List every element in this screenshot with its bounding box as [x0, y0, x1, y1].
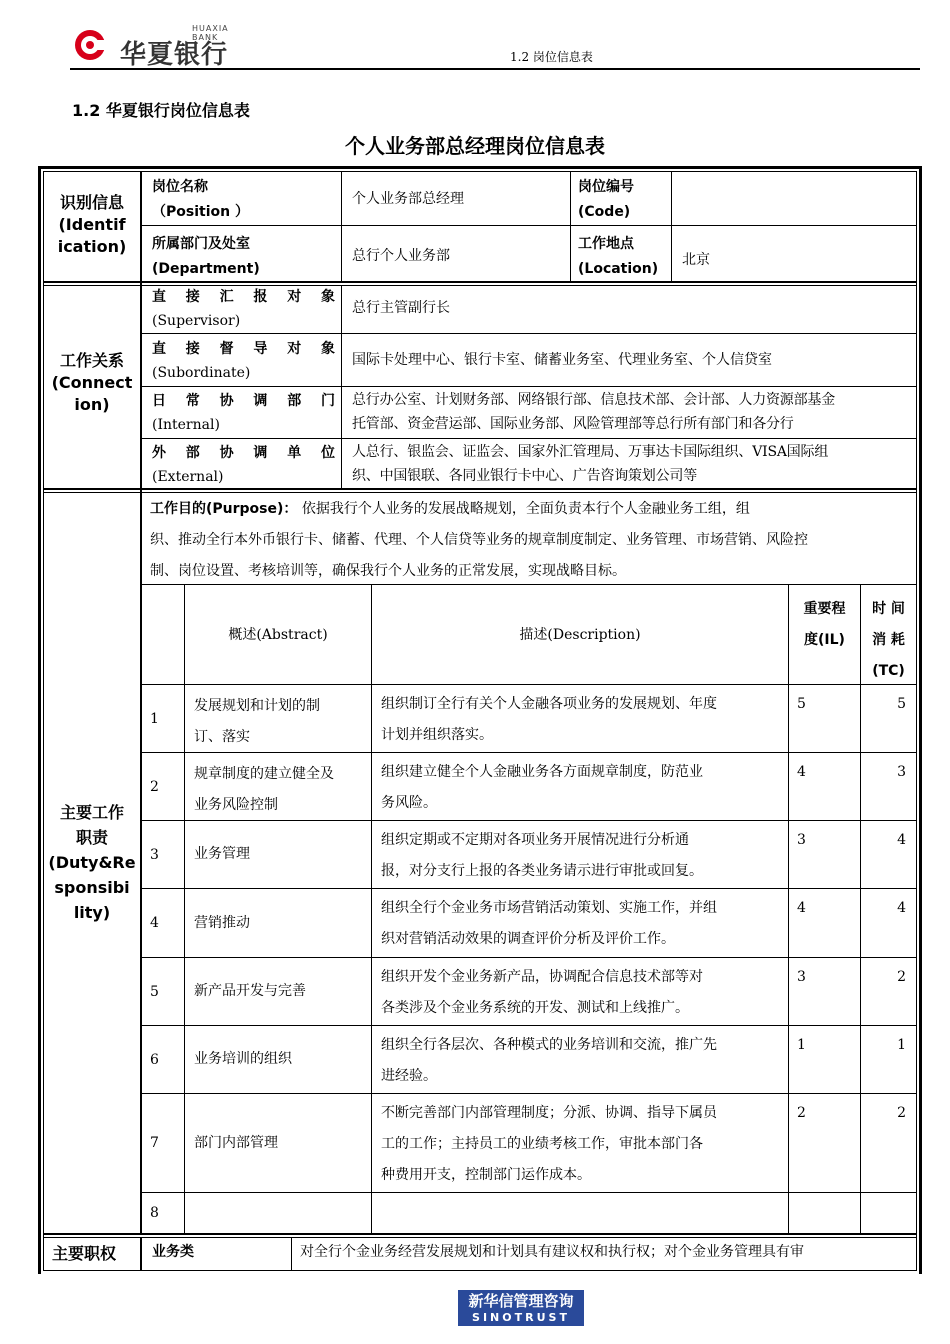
duty-time: 2 [897, 969, 906, 985]
supervisor-label: 直接汇报对象 (Supervisor) [152, 289, 335, 329]
footer-en: SINOTRUST [472, 1311, 570, 1324]
position-code-label: 岗位编号 (Code) [578, 179, 634, 220]
duty-abstract: 规章制度的建立健全及 业务风险控制 [194, 766, 334, 813]
duty-abstract: 部门内部管理 [194, 1134, 278, 1151]
duty-time: 1 [897, 1037, 906, 1053]
duty-number: 4 [150, 915, 159, 931]
duty-number: 1 [150, 710, 159, 727]
duties-label: 主要工作 职责 (Duty&Re sponsibi lity) [48, 803, 136, 922]
duty-description: 组织制订全行有关个人金融各项业务的发展规划、年度 计划并组织落实。 [381, 696, 717, 743]
huaxia-logo-icon [72, 28, 112, 62]
duty-abstract: 业务管理 [194, 846, 250, 862]
purpose-label: 工作目的(Purpose)： [150, 501, 298, 517]
duty-importance: 1 [797, 1037, 806, 1053]
duty-abstract: 发展规划和计划的制 订、落实 [194, 698, 320, 745]
duty-number: 7 [150, 1135, 159, 1151]
header-section-title: 1.2 岗位信息表 [510, 50, 593, 64]
internal-value: 总行办公室、计划财务部、网络银行部、信息技术部、会计部、人力资源部基金 托管部、资金营运部、国际业务部、风险管理部等总行所有部门和各分行 [352, 392, 835, 432]
connection-label: 工作关系 (Connect ion) [51, 351, 133, 414]
internal-label: 日常协调部门 (Internal) [152, 393, 335, 433]
description-header: 描述(Description) [519, 627, 641, 643]
position-name-label: 岗位名称 （Position ） [152, 179, 249, 220]
duty-number: 8 [150, 1205, 159, 1221]
duty-importance: 3 [797, 832, 806, 848]
duty-time: 4 [897, 832, 906, 848]
authority-type: 业务类 [152, 1244, 194, 1260]
logo-english: HUAXIA BANK [192, 24, 229, 42]
position-name-value: 个人业务部总经理 [352, 191, 464, 207]
department-value: 总行个人业务部 [352, 248, 450, 264]
duty-description: 不断完善部门内部管理制度；分派、协调、指导下属员 工的工作；主持员工的业绩考核工作，审批本部门各 种费用开支，控制部门运作成本。 [381, 1105, 717, 1183]
duty-time: 3 [897, 764, 906, 780]
duty-description: 组织全行各层次、各种模式的业务培训和交流，推广先 进经验。 [381, 1037, 717, 1084]
duty-importance: 4 [797, 764, 806, 780]
location-value: 北京 [682, 252, 710, 268]
importance-header: 重要程 度(IL) [803, 601, 846, 648]
department-label: 所属部门及处室 (Department) [152, 236, 260, 277]
duty-number: 5 [150, 983, 159, 1000]
logo-chinese: 华夏银行 [120, 40, 229, 70]
duty-importance: 2 [797, 1105, 806, 1121]
duty-importance: 5 [797, 696, 806, 712]
external-value: 人总行、银监会、证监会、国家外汇管理局、万事达卡国际组织、VISA国际组 织、中国银联、各同业银行卡中心、广告咨询策划公司等 [352, 444, 829, 484]
duty-abstract: 新产品开发与完善 [194, 983, 306, 999]
subordinate-label: 直接督导对象 (Subordinate) [152, 341, 335, 381]
external-label: 外部协调单位 (External) [152, 445, 335, 485]
section-title: 1.2 华夏银行岗位信息表 [72, 101, 250, 120]
time-consumption-header: 时 间 消 耗 (TC) [872, 601, 905, 679]
work-purpose: 工作目的(Purpose)： 依据我行个人业务的发展战略规划，全面负责本行个人金融业务工组，组 织、推动全行本外币银行卡、储蓄、代理、个人信贷等业务的规章制度制定、业务管理、市场营销、风险控 制、岗位设置、考核培训等，确保我行个人业务的正常发展，实现战略目标。 [150, 501, 808, 579]
duty-abstract: 业务培训的组织 [194, 1051, 292, 1067]
huaxia-bank-logo [68, 22, 238, 70]
footer-cn: 新华信管理咨询 [468, 1292, 574, 1310]
location-label: 工作地点 (Location) [578, 236, 659, 277]
duty-time: 2 [897, 1105, 906, 1121]
duty-time: 5 [897, 696, 906, 712]
duty-time: 4 [897, 900, 906, 916]
subordinate-value: 国际卡处理中心、银行卡室、储蓄业务室、代理业务室、个人信贷室 [352, 352, 772, 368]
duty-description: 组织开发个金业务新产品，协调配合信息技术部等对 各类涉及个金业务系统的开发、测试和上线推广。 [381, 969, 703, 1016]
header-rule [70, 68, 920, 70]
duty-number: 6 [150, 1051, 159, 1068]
duty-description: 组织定期或不定期对各项业务开展情况进行分析通 报，对分支行上报的各类业务请示进行审批或回复。 [381, 832, 703, 879]
duty-number: 2 [150, 778, 159, 795]
duty-description: 组织全行个金业务市场营销活动策划、实施工作，并组 织对营销活动效果的调查评价分析及评价工作。 [381, 900, 717, 947]
duty-importance: 4 [797, 900, 806, 916]
duty-description: 组织建立健全个人金融业务各方面规章制度，防范业 务风险。 [381, 764, 703, 811]
table-title: 个人业务部总经理岗位信息表 [345, 134, 605, 158]
duty-number: 3 [150, 846, 159, 863]
duty-importance: 3 [797, 969, 806, 985]
supervisor-value: 总行主管副行长 [352, 300, 450, 316]
duty-abstract: 营销推动 [194, 914, 250, 931]
sinotrust-footer-logo [458, 1290, 584, 1326]
authority-text: 对全行个金业务经营发展规划和计划具有建议权和执行权；对个金业务管理具有审 [300, 1244, 804, 1260]
identification-label: 识别信息 (Identif ication) [57, 193, 127, 256]
authority-label: 主要职权 [52, 1244, 117, 1263]
abstract-header: 概述(Abstract) [228, 627, 328, 643]
